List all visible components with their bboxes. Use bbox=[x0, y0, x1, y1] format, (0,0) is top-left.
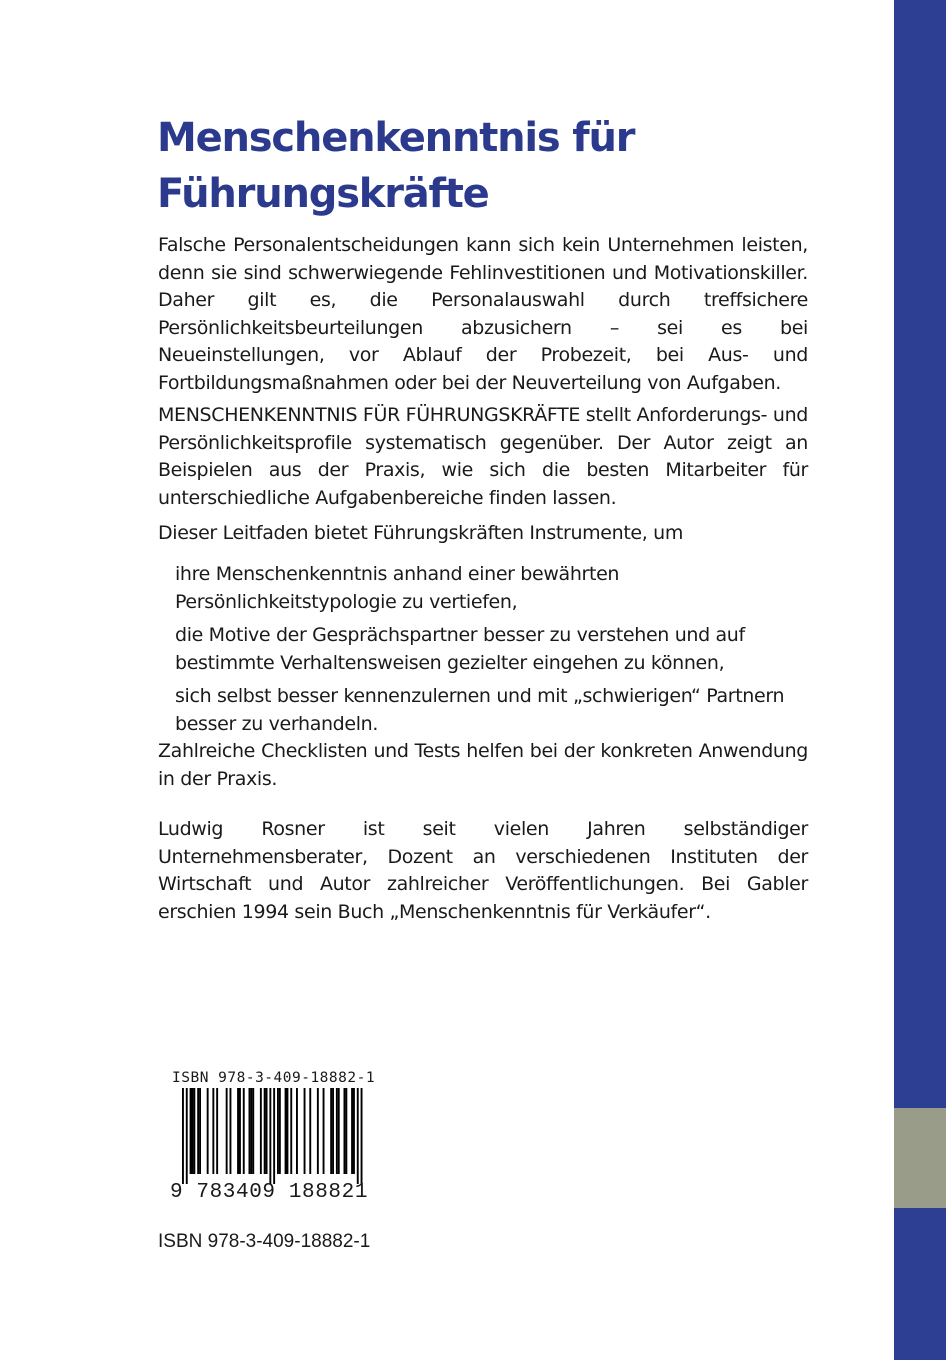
barcode-bar bbox=[277, 1088, 279, 1174]
barcode-bar bbox=[212, 1088, 214, 1174]
barcode-bar bbox=[290, 1088, 292, 1174]
isbn-text: ISBN 978-3-409-18882-1 bbox=[158, 1231, 371, 1252]
barcode-bar bbox=[338, 1088, 340, 1174]
barcode-bar bbox=[193, 1088, 195, 1174]
benefits-list bbox=[175, 560, 795, 743]
barcode-bar bbox=[199, 1088, 201, 1174]
side-gray-band bbox=[894, 1108, 946, 1208]
barcode-bar bbox=[190, 1088, 192, 1174]
barcode-bar bbox=[273, 1088, 275, 1184]
description-paragraph: MENSCHENKENNTNIS FÜR FÜHRUNGSKRÄFTE stellt Anforderungs- und Persönlichkeitsprofile systematisch gegenüber. Der Autor zeigt an Beispielen aus der Praxis, wie sich die besten Mitarbeiter für unterschiedliche Aufgabenbereiche finden lassen. bbox=[158, 404, 808, 509]
barcode-bar bbox=[353, 1088, 355, 1174]
barcode-bar bbox=[330, 1088, 332, 1174]
barcode-bar bbox=[351, 1088, 353, 1174]
barcode-bar bbox=[243, 1088, 245, 1174]
barcode-bar bbox=[250, 1088, 252, 1174]
barcode-block bbox=[170, 1070, 380, 1205]
barcode-bar bbox=[345, 1088, 347, 1174]
side-color-bar bbox=[894, 0, 946, 1108]
list-item: sich selbst besser kennenzulernen und mit „schwierigen“ Partnern besser zu verhandeln. bbox=[175, 685, 785, 735]
barcode-bar bbox=[285, 1088, 287, 1174]
barcode-bar bbox=[264, 1088, 266, 1174]
barcode-bar bbox=[279, 1088, 281, 1174]
barcode-bar bbox=[226, 1088, 228, 1174]
barcode-bar bbox=[332, 1088, 334, 1174]
barcode-bar bbox=[237, 1088, 239, 1174]
barcode-bar bbox=[344, 1088, 346, 1174]
barcode-bar bbox=[186, 1088, 188, 1184]
barcode-bar bbox=[336, 1088, 338, 1174]
barcode-bar bbox=[230, 1088, 232, 1174]
checklists-paragraph: Zahlreiche Checklisten und Tests helfen bei der konkreten Anwendung in der Praxis. bbox=[158, 740, 808, 790]
barcode-bar bbox=[287, 1088, 289, 1174]
barcode-digits: 9 783409 188821 bbox=[170, 1181, 369, 1204]
barcode-bar bbox=[252, 1088, 254, 1174]
intro-paragraph: Falsche Personalentscheidungen kann sich kein Unternehmen leisten, denn sie sind schwerwiegende Fehlinvestitionen und Motivationskiller. Daher gilt es, die Personalauswahl durch treffsichere Persönlichkeitsbeurteilungen abzusichern – sei es bei Neueinstellungen, vor Ablauf der Probezeit, bei Aus- und Fortbildungsmaßnahmen oder bei der Neuverteilung von Aufgaben. bbox=[158, 234, 808, 394]
side-color-bar-bottom bbox=[894, 1208, 946, 1360]
barcode-bar bbox=[197, 1088, 199, 1174]
barcode-bar bbox=[296, 1088, 298, 1174]
barcode-bar bbox=[309, 1088, 311, 1174]
barcode-bar bbox=[216, 1088, 218, 1174]
barcode-icon bbox=[170, 1088, 370, 1184]
barcode-bar bbox=[266, 1088, 268, 1174]
barcode-bar bbox=[304, 1088, 306, 1174]
barcode-bar bbox=[269, 1088, 271, 1184]
book-title: Menschenkenntnis für Führungskräfte bbox=[157, 115, 635, 217]
barcode-bar bbox=[207, 1088, 209, 1174]
barcode-bar bbox=[357, 1088, 359, 1184]
barcode-bar bbox=[192, 1088, 194, 1174]
barcode-isbn-label: ISBN 978-3-409-18882-1 bbox=[172, 1070, 376, 1086]
barcode-bar bbox=[182, 1088, 184, 1184]
barcode-bar bbox=[317, 1088, 319, 1174]
barcode-bar bbox=[361, 1088, 363, 1184]
barcode-bar bbox=[239, 1088, 241, 1174]
list-item: die Motive der Gesprächspartner besser zu verstehen und auf bestimmte Verhaltensweisen gezielter eingehen zu können, bbox=[175, 624, 745, 674]
barcode-bar bbox=[249, 1088, 251, 1174]
barcode-bar bbox=[260, 1088, 262, 1174]
instruments-intro: Dieser Leitfaden bietet Führungskräften Instrumente, um bbox=[158, 522, 683, 544]
author-bio: Ludwig Rosner ist seit vielen Jahren selbständiger Unternehmensberater, Dozent an verschiedenen Instituten der Wirtschaft und Autor zahlreicher Veröffentlichungen. Bei Gabler erschien 1994 sein Buch „Menschenkenntnis für Verkäufer“. bbox=[158, 818, 808, 923]
barcode-bar bbox=[323, 1088, 325, 1174]
list-item: ihre Menschenkenntnis anhand einer bewährten Persönlichkeitstypologie zu vertiefen, bbox=[175, 563, 620, 613]
